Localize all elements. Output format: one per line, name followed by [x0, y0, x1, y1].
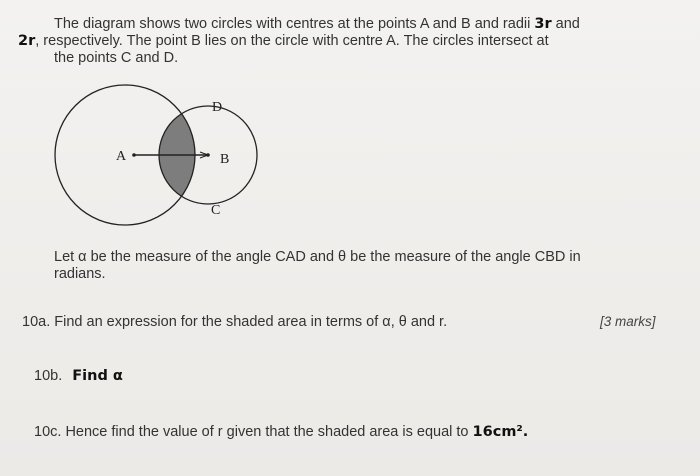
intro-line-1-end: and — [555, 16, 580, 32]
intro-line-2-text: , respectively. The point B lies on the circle with centre A. The circles intersect at — [35, 33, 549, 49]
label-b: B — [220, 152, 230, 167]
question-10a — [22, 314, 447, 331]
handwritten-radius-2r: 2r — [18, 33, 36, 49]
intro-line-1-text: The diagram shows two circles with centres at the points A and B and radii — [54, 16, 531, 32]
circles-diagram — [40, 78, 280, 228]
question-10c-text: Hence find the value of r given that the shaded area is equal to — [65, 424, 469, 440]
angles-line-2: radians. — [54, 266, 106, 282]
point-a — [132, 153, 136, 157]
label-a: A — [116, 149, 127, 164]
question-10a-text: Find an expression for the shaded area in terms of α, θ and r. — [54, 314, 448, 330]
intro-line-1 — [54, 16, 694, 33]
question-10b-handwritten: Find α — [72, 368, 123, 384]
question-10c-label: 10c. — [34, 424, 62, 440]
question-10a-label: 10a. — [22, 314, 51, 330]
handwritten-radius-3r: 3r — [534, 16, 552, 32]
question-10c-handwritten-area: 16cm². — [472, 424, 529, 440]
question-10b-label: 10b. — [34, 368, 63, 384]
question-10b — [34, 368, 123, 385]
label-c: C — [211, 203, 221, 218]
question-10a-marks: [3 marks] — [600, 314, 656, 329]
label-d: D — [212, 100, 223, 115]
angles-line-1: Let α be the measure of the angle CAD and θ be the measure of the angle CBD in — [54, 249, 581, 265]
question-10c — [34, 424, 528, 441]
intro-line-2 — [18, 33, 698, 50]
intro-line-3: the points C and D. — [54, 50, 179, 66]
